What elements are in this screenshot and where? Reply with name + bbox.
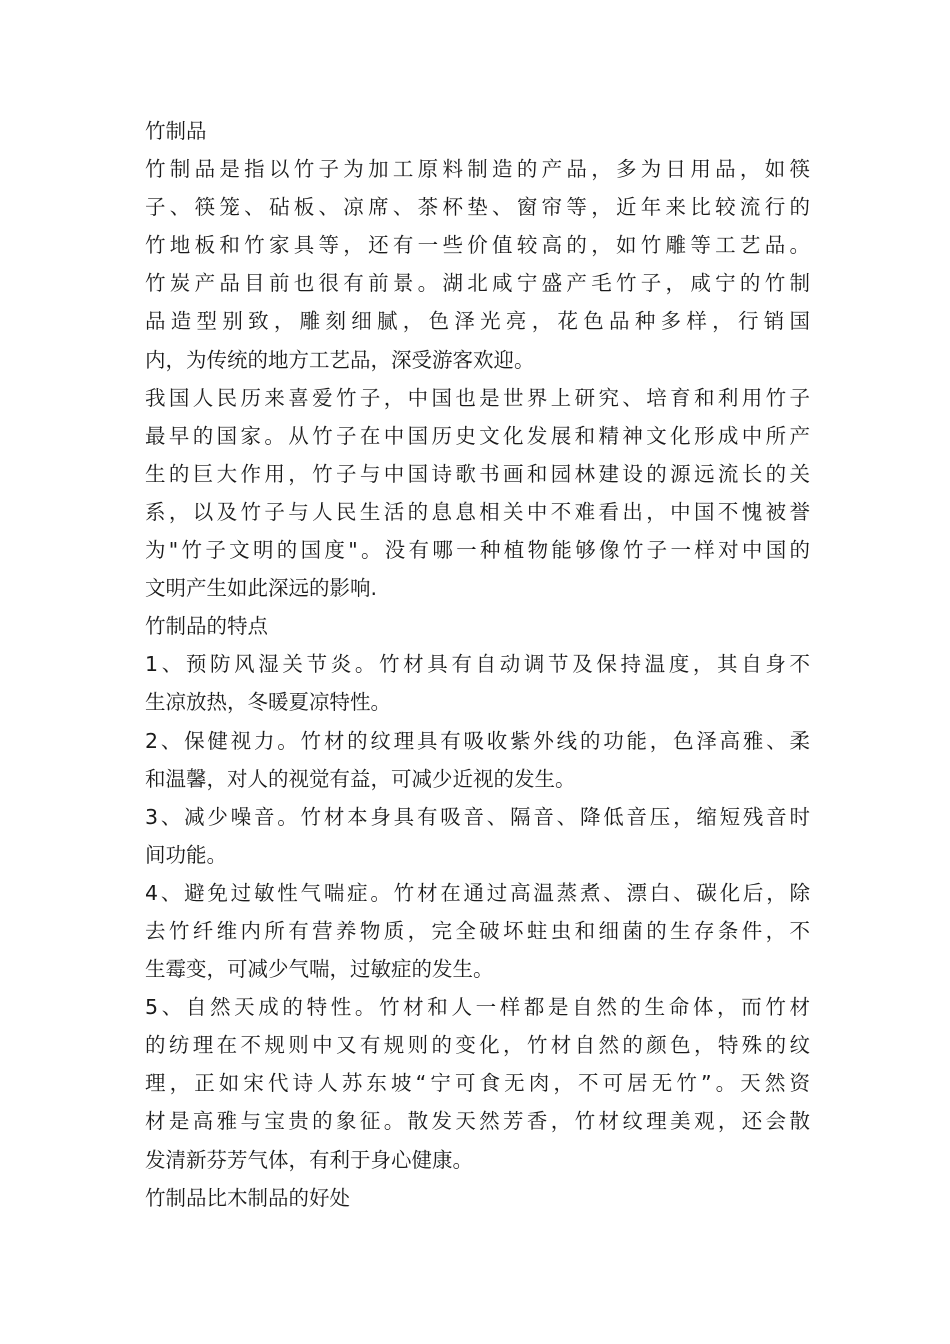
paragraph-line: 竹炭产品目前也很有前景。湖北咸宁盛产毛竹子，咸宁的竹制 <box>145 271 810 296</box>
list-item-line: 生凉放热，冬暖夏凉特性。 <box>145 690 391 715</box>
paragraph-line: 系，以及竹子与人民生活的息息相关中不难看出，中国不愧被誉 <box>145 499 810 524</box>
paragraph-line: 内，为传统的地方工艺品，深受游客欢迎。 <box>145 347 535 372</box>
list-item-line: 1、预防风湿关节炎。竹材具有自动调节及保持温度，其自身不 <box>145 652 810 677</box>
list-item-line: 发清新芬芳气体，有利于身心健康。 <box>145 1147 473 1172</box>
paragraph-line: 最早的国家。从竹子在中国历史文化发展和精神文化形成中所产 <box>145 423 810 448</box>
list-item-line: 间功能。 <box>145 842 227 867</box>
paragraph-line: 生的巨大作用，竹子与中国诗歌书画和园林建设的源远流长的关 <box>145 461 810 486</box>
list-item-line: 生霉变，可减少气喘，过敏症的发生。 <box>145 957 494 982</box>
paragraph-line: 我国人民历来喜爱竹子，中国也是世界上研究、培育和利用竹子 <box>145 385 810 410</box>
list-item-line: 的纺理在不规则中又有规则的变化，竹材自然的颜色，特殊的纹 <box>145 1033 810 1058</box>
document-page <box>145 112 810 1217</box>
list-item-line: 理，正如宋代诗人苏东坡“宁可食无肉，不可居无竹”。天然资 <box>145 1071 810 1096</box>
list-item-line: 2、保健视力。竹材的纹理具有吸收紫外线的功能，色泽高雅、柔 <box>145 728 810 753</box>
list-item-line: 5、自然天成的特性。竹材和人一样都是自然的生命体，而竹材 <box>145 995 810 1020</box>
paragraph-line: 为"竹子文明的国度"。没有哪一种植物能够像竹子一样对中国的 <box>145 538 810 563</box>
list-item-line: 3、减少噪音。竹材本身具有吸音、隔音、降低音压，缩短残音时 <box>145 804 810 829</box>
heading-features: 竹制品的特点 <box>145 614 268 639</box>
paragraph-line: 竹地板和竹家具等，还有一些价值较高的，如竹雕等工艺品。 <box>145 233 810 258</box>
paragraph-line: 竹制品是指以竹子为加工原料制造的产品，多为日用品，如筷 <box>145 157 810 182</box>
list-item-line: 4、避免过敏性气喘症。竹材在通过高温蒸煮、漂白、碳化后，除 <box>145 880 810 905</box>
list-item-line: 材是高雅与宝贵的象征。散发天然芳香，竹材纹理美观，还会散 <box>145 1109 810 1134</box>
heading-advantages-over-wood: 竹制品比木制品的好处 <box>145 1185 350 1210</box>
paragraph-line: 品造型别致，雕刻细腻，色泽光亮，花色品种多样，行销国 <box>145 309 810 334</box>
list-item-line: 去竹纤维内所有营养物质，完全破坏蛀虫和细菌的生存条件，不 <box>145 918 810 943</box>
list-item-line: 和温馨，对人的视觉有益，可减少近视的发生。 <box>145 766 576 791</box>
heading-bamboo-products: 竹制品 <box>145 119 207 143</box>
paragraph-line: 子、筷笼、砧板、凉席、茶杯垫、窗帘等，近年来比较流行的 <box>145 195 810 220</box>
paragraph-line: 文明产生如此深远的影响. <box>145 576 378 601</box>
